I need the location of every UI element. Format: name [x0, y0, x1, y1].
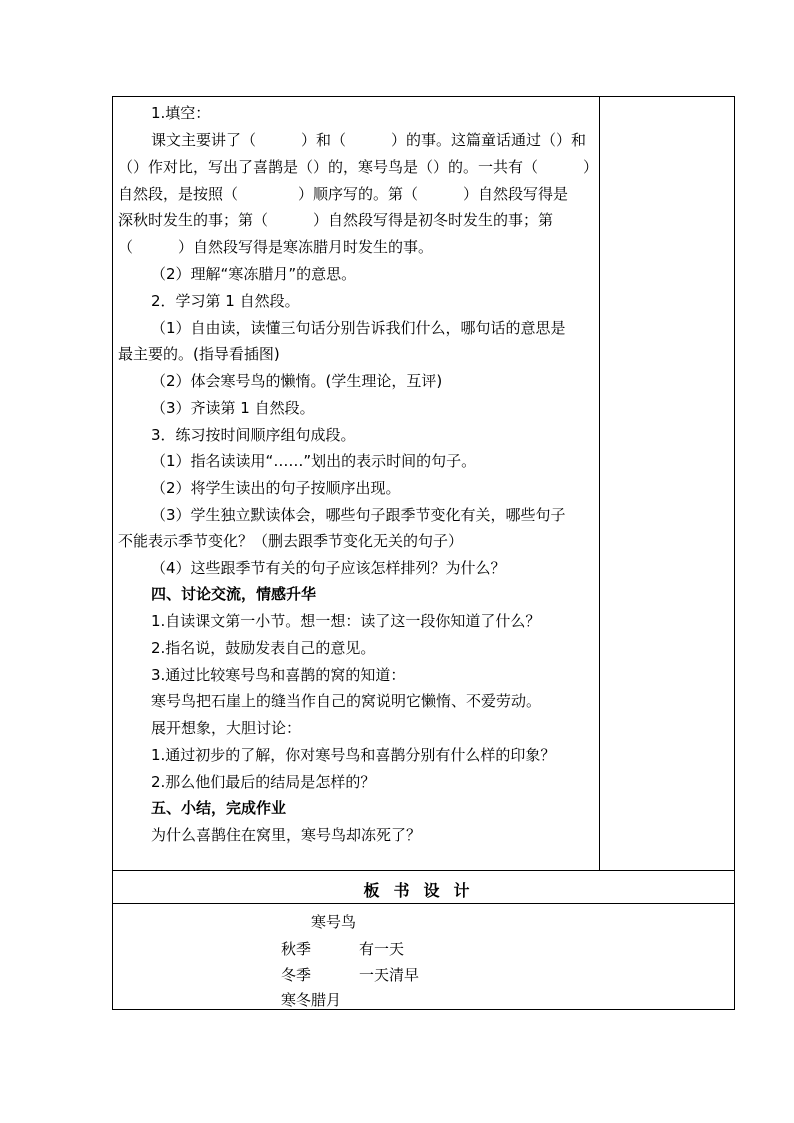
board-title: 寒号鸟	[311, 913, 357, 931]
text-line: （3）学生独立默读体会，哪些句子跟季节变化有关，哪些句子	[151, 506, 566, 524]
section-heading: 四、讨论交流，情感升华	[151, 585, 317, 603]
text-line: （2）将学生读出的句子按顺序出现。	[151, 479, 401, 497]
text-line: （4）这些跟季节有关的句子应该怎样排列？为什么？	[151, 559, 506, 577]
text-line: 1.通过初步的了解，你对寒号鸟和喜鹊分别有什么样的印象？	[151, 746, 556, 764]
text-line: （2）体会寒号鸟的懒惰。(学生理论，互评)	[151, 372, 443, 390]
section-heading: 五、小结，完成作业	[151, 799, 287, 817]
text-line: （2）理解“寒冻腊月”的意思。	[151, 265, 357, 283]
board-season-deep-winter: 寒冬腊月	[281, 991, 342, 1009]
text-line: 2.指名说，鼓励发表自己的意见。	[151, 639, 376, 657]
text-line: 2．学习第 1 自然段。	[151, 292, 300, 310]
board-season-autumn: 秋季	[281, 940, 312, 958]
text-line: 寒号鸟把石崖上的缝当作自己的窝说明它懒惰、不爱劳动。	[151, 692, 542, 710]
text-line: （1）自由读，读懂三句话分别告诉我们什么，哪句话的意思是	[151, 319, 566, 337]
text-line: （3）齐读第 1 自然段。	[151, 399, 315, 417]
board-time-one-day: 有一天	[359, 940, 405, 958]
text-line: 课文主要讲了（ ）和（ ）的事。这篇童话通过（）和	[151, 131, 587, 149]
board-design-title: 板书设计	[363, 881, 484, 900]
board-design-content	[112, 903, 735, 1010]
text-line: （1）指名读读用“……”划出的表示时间的句子。	[151, 452, 477, 470]
board-design-header	[112, 870, 735, 904]
notes-column-divider	[599, 96, 600, 871]
board-time-early-morning: 一天清早	[359, 966, 420, 984]
text-line: 2.那么他们最后的结局是怎样的？	[151, 773, 376, 791]
text-line: 1.填空：	[151, 104, 211, 122]
text-line: （ ）自然段写得是寒冻腊月时发生的事。	[118, 238, 434, 256]
text-line: 深秋时发生的事；第（ ）自然段写得是初冬时发生的事；第	[118, 211, 554, 229]
text-line: 为什么喜鹊住在窝里，寒号鸟却冻死了？	[151, 826, 422, 844]
text-line: 不能表示季节变化？（删去跟季节变化无关的句子）	[118, 532, 464, 550]
text-line: 1.自读课文第一小节。想一想：读了这一段你知道了什么？	[151, 612, 541, 630]
board-season-winter: 冬季	[281, 966, 312, 984]
text-line: 自然段，是按照（ ）顺序写的。第（ ）自然段写得是	[118, 185, 569, 203]
text-line: （）作对比，写出了喜鹊是（）的，寒号鸟是（）的。一共有（ ）	[118, 158, 599, 176]
text-line: 最主要的。(指导看插图)	[118, 345, 280, 363]
text-line: 3.通过比较寒号鸟和喜鹊的窝的知道：	[151, 666, 406, 684]
text-line: 3．练习按时间顺序组句成段。	[151, 426, 356, 444]
text-line: 展开想象，大胆讨论：	[151, 719, 302, 737]
